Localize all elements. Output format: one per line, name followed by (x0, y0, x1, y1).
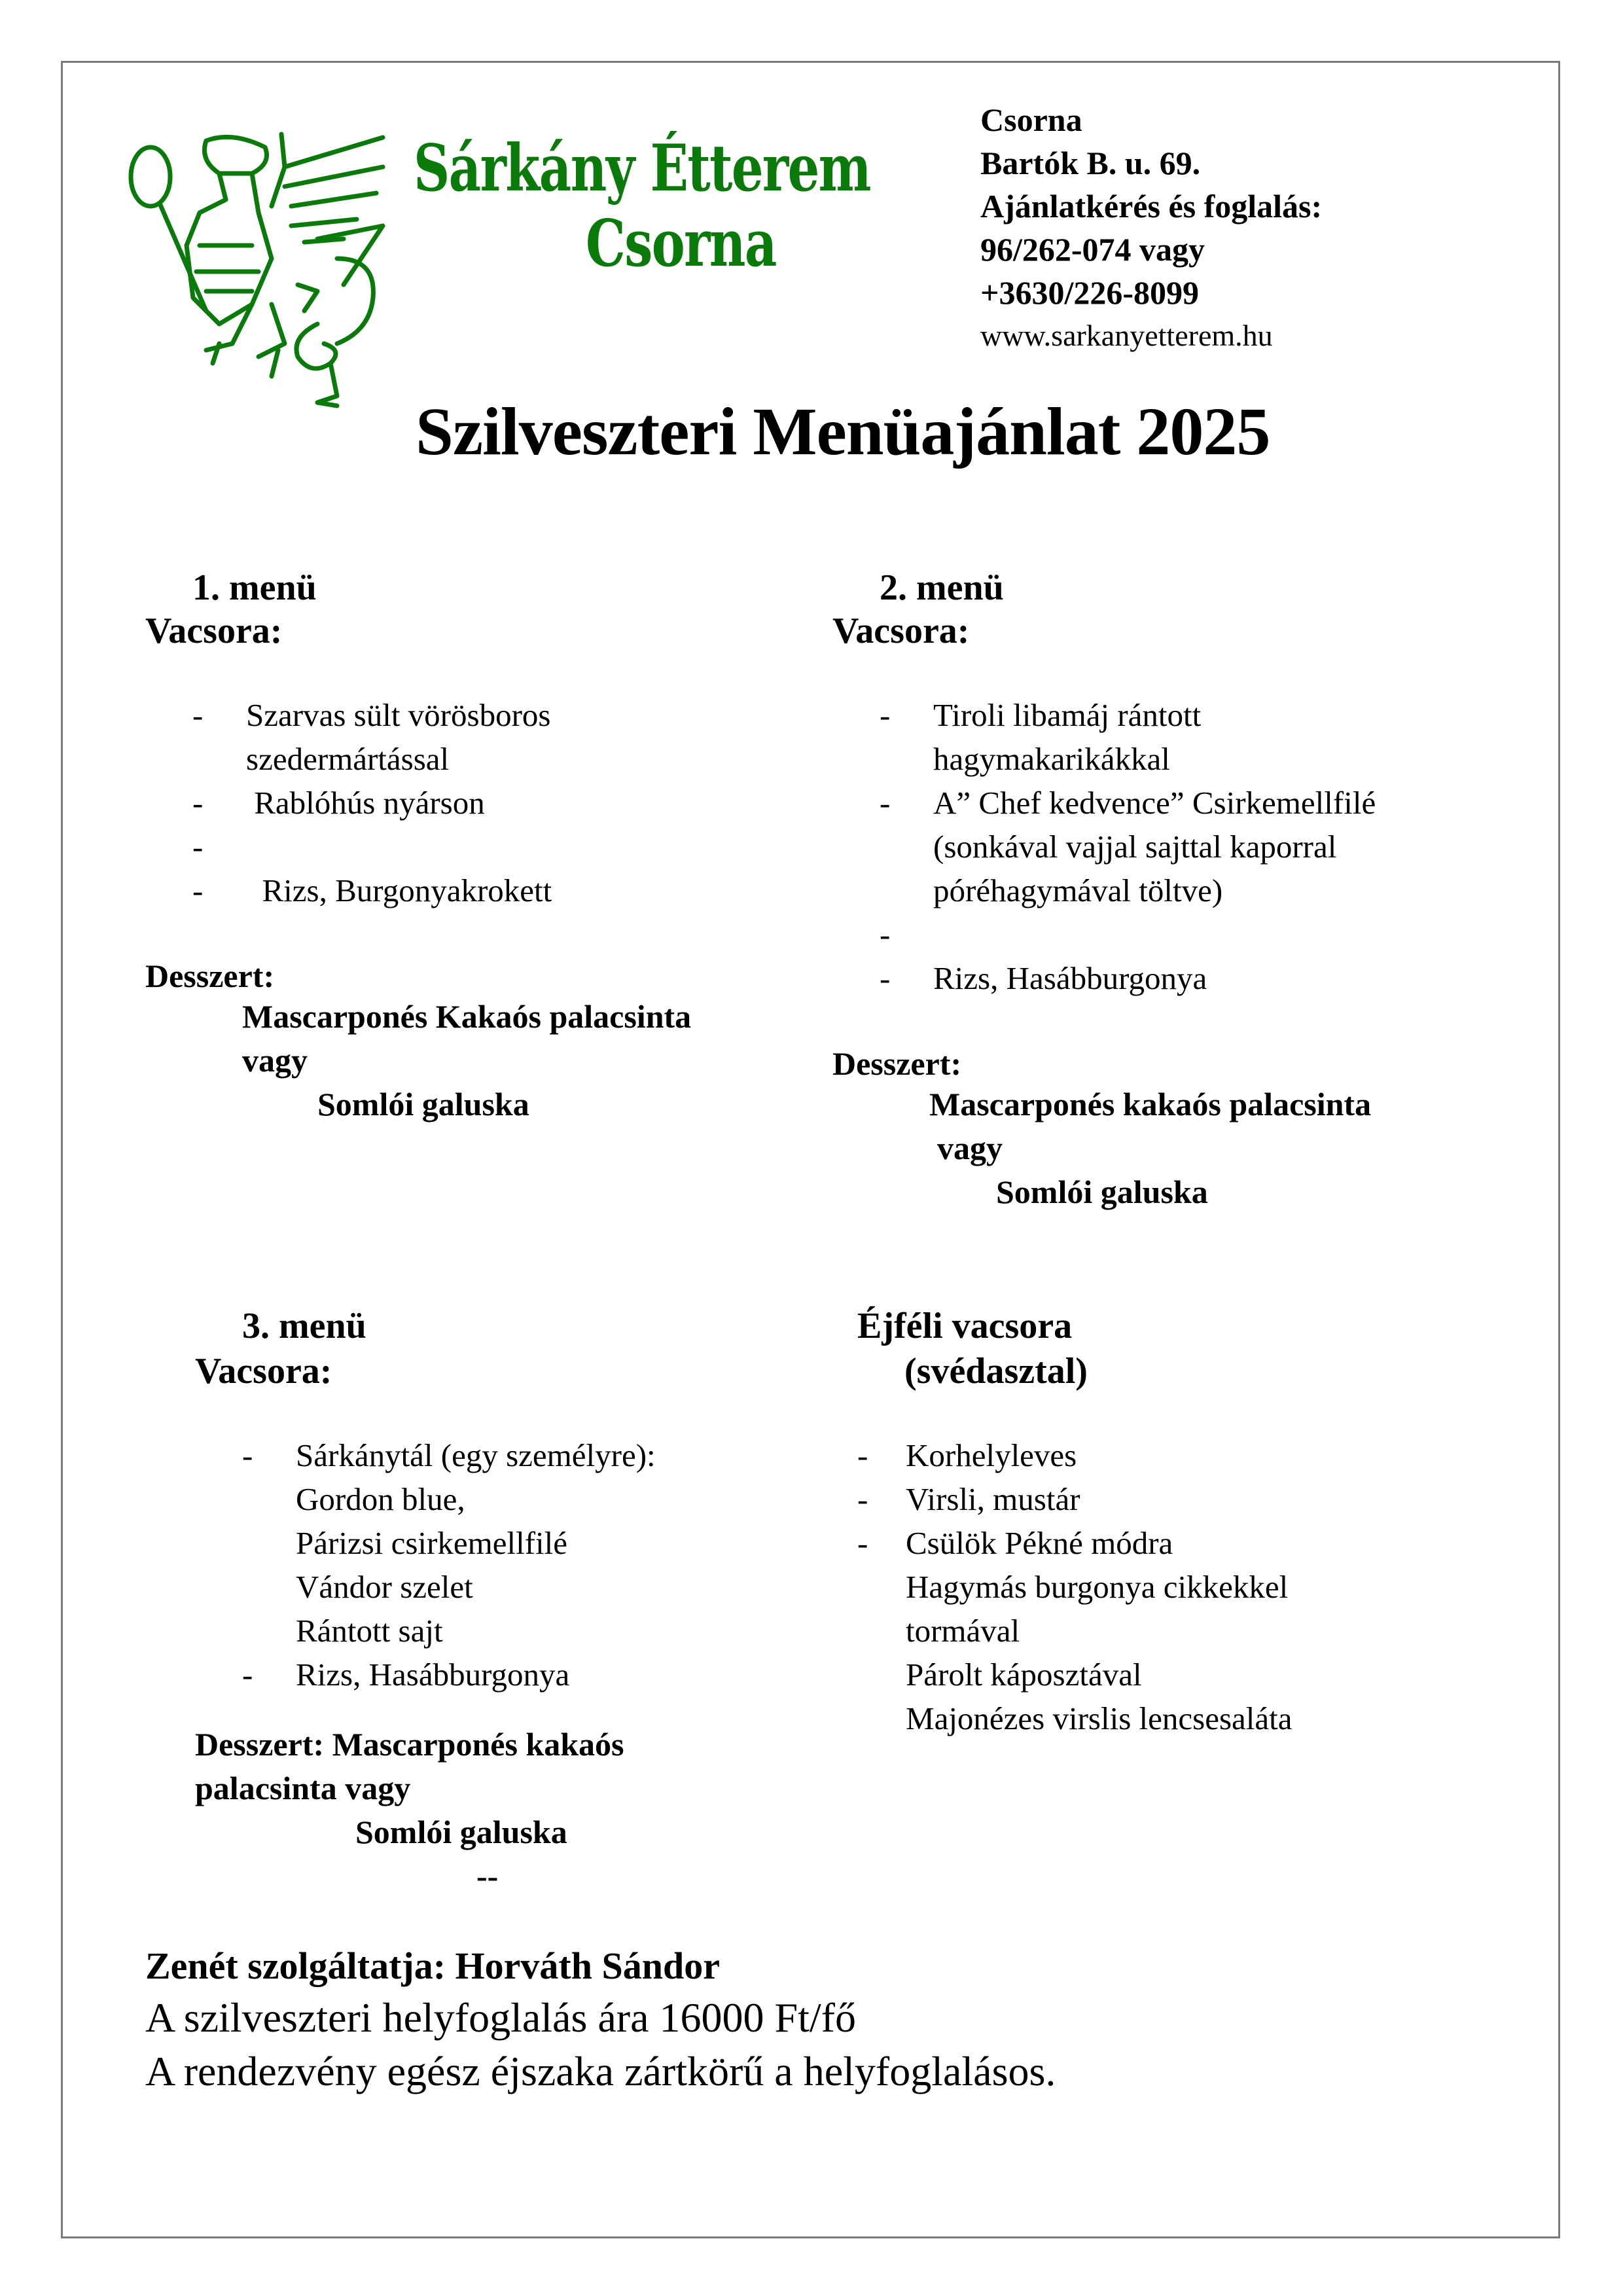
contact-phone-2: +3630/226-8099 (980, 274, 1200, 311)
list-item: - Korhelyleves (857, 1437, 1077, 1473)
list-item: - (192, 829, 204, 865)
menu-items (880, 693, 1376, 1000)
page-title: Szilveszteri Menüajánlat 2025 (416, 394, 1270, 469)
dessert-label: Desszert: (145, 958, 275, 994)
list-item: - Szarvas sült vörösboros szedermártással (192, 697, 551, 777)
list-item: - Rizs, Hasábburgonya (880, 960, 1207, 996)
menu-subheading: Vacsora: (145, 611, 283, 651)
price-info: A szilveszteri helyfoglalás ára 16000 Ft/fő (145, 1994, 856, 2041)
list-item: - (880, 916, 891, 952)
menu-items (242, 1433, 656, 1696)
contact-website[interactable]: www.sarkanyetterem.hu (980, 319, 1273, 352)
midnight-menu (857, 1302, 1293, 1740)
contact-city: Csorna (980, 101, 1082, 138)
separator: -- (476, 1857, 499, 1894)
contact-address: Bartók B. u. 69. (980, 145, 1201, 181)
list-item: - Rizs, Hasábburgonya (242, 1657, 570, 1693)
brand-city: Csorna (586, 206, 776, 281)
dessert-label: Desszert: Mascarponés kakaós (195, 1726, 624, 1763)
dessert-block: Desszert: Mascarponés kakaós palacsinta vagy Somlói galuska -- (195, 1723, 656, 1898)
list-item: - A” Chef kedvence” Csirkemellfilé (sonkával vajjal sajttal kaporral póréhagymával töltve) (880, 785, 1376, 908)
list-item: - Virsli, mustár (857, 1481, 1080, 1517)
midnight-subheading: (svédasztal) (904, 1351, 1088, 1391)
midnight-heading: Éjféli vacsora (857, 1306, 1073, 1346)
list-item: - Sárkánytál (egy személyre): Gordon blue, Párizsi csirkemellfilé Vándor szelet Rántott sajt (242, 1437, 656, 1649)
dragon-chef-icon (121, 128, 425, 416)
contact-booking-label: Ajánlatkérés és foglalás: (980, 188, 1323, 224)
menu-2 (832, 566, 1376, 1214)
list-item: - Csülök Pékné módra Hagymás burgonya cikkekkel tormával Párolt káposztával Majonézes virslis lencsesaláta (857, 1525, 1293, 1736)
midnight-items (857, 1433, 1293, 1740)
menu-items (192, 693, 691, 912)
private-event-note: A rendezvény egész éjszaka zártkörű a helyfoglalásos. (145, 2048, 1056, 2094)
menu-heading: 1. menü (192, 567, 317, 608)
list-item: - Rablóhús nyárson (192, 785, 485, 821)
music-provider: Zenét szolgáltatja: Horváth Sándor (145, 1945, 720, 1987)
list-item: - Rizs, Burgonyakrokett (192, 872, 552, 908)
menu-subheading: Vacsora: (832, 611, 970, 651)
menu-subheading: Vacsora: (195, 1351, 332, 1391)
list-item: - Tiroli libamáj rántott hagymakarikákkal (880, 697, 1202, 777)
contact-block (980, 98, 1322, 357)
menu-3 (195, 1302, 656, 1898)
contact-phone-1: 96/262-074 vagy (980, 231, 1205, 268)
dessert-block: Desszert: Mascarponés Kakaós palacsinta vagy Somlói galuska (145, 958, 692, 1122)
menu-1 (145, 566, 691, 1126)
brand-name: Sárkány Étterem (414, 131, 871, 206)
menu-heading: 2. menü (880, 567, 1004, 608)
dessert-label: Desszert: (832, 1045, 962, 1082)
menu-heading: 3. menü (242, 1306, 366, 1346)
dessert-block: Desszert: Mascarponés kakaós palacsinta vagy Somlói galuska (832, 1045, 1376, 1214)
